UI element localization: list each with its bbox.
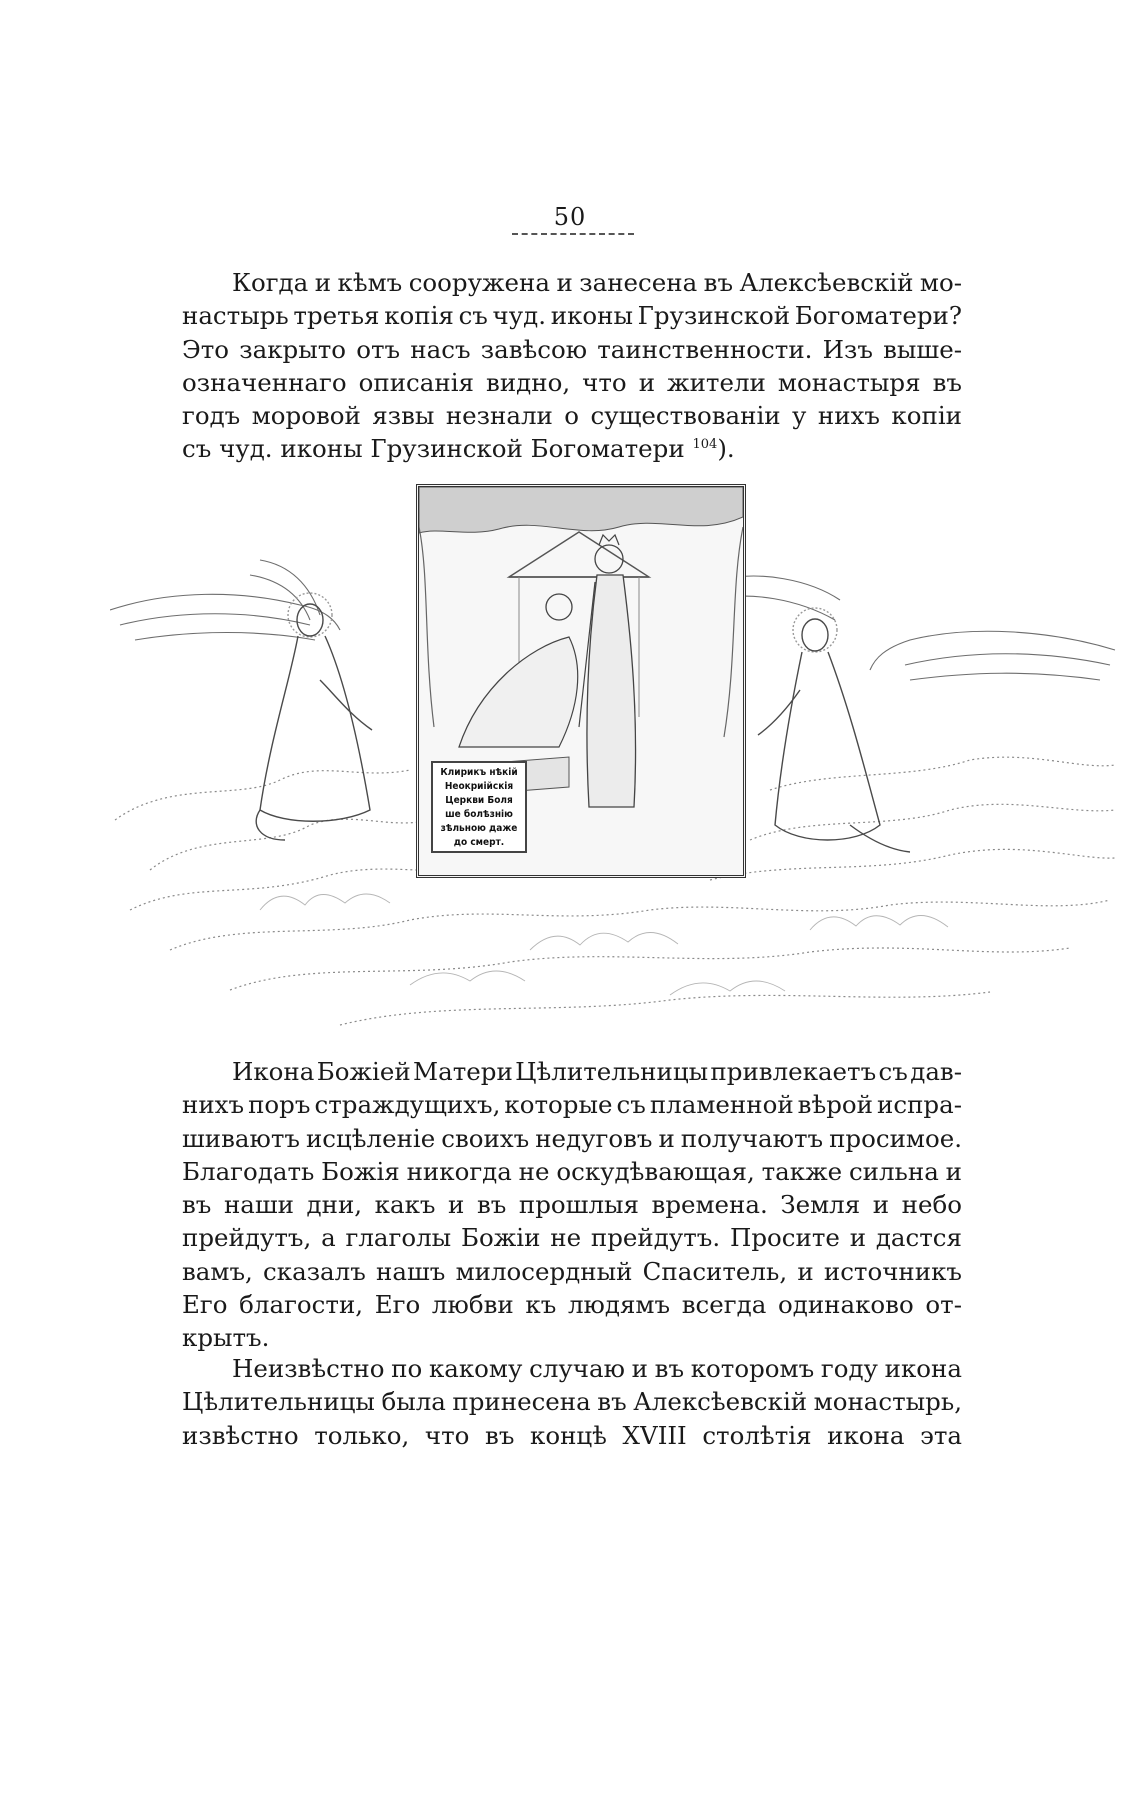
inscription-line: зѣльною даже	[440, 823, 518, 834]
footnote-reference: 104	[692, 437, 718, 453]
paragraph-2	[182, 1055, 962, 1355]
text-line: означеннаго описанія видно, что и жители монастыря въ	[182, 367, 962, 397]
text-line: Цѣлительницы была принесена въ Алексѣевскій монастырь,	[182, 1387, 962, 1417]
text-line: Его благости, Его любви къ людямъ всегда одинаково от-	[182, 1290, 962, 1320]
inscription-line: ше болѣзнію	[445, 809, 513, 820]
text-line: настырь третья копія съ чуд. иконы Грузинской Богоматери?	[182, 301, 962, 331]
paragraph-1	[182, 266, 962, 466]
text-line: Когда и кѣмъ сооружена и занесена въ Алексѣевскій мо-	[232, 268, 962, 297]
engraving-illustration	[110, 480, 1120, 1040]
page-number: 50	[553, 203, 587, 231]
inscription-line: Церкви Боля	[445, 795, 513, 806]
text-line: Икона Божіей Матери Цѣлительницы привлекаетъ съ дав-	[232, 1057, 962, 1086]
inscription-line: Неокриійскія	[444, 781, 514, 792]
text-line: годъ моровой язвы незнали о существованіи у нихъ копіи	[182, 401, 962, 431]
text-line-body: съ чуд. иконы Грузинской Богоматери	[182, 434, 685, 464]
text-line-tail: ).	[717, 434, 735, 464]
page-number-rule	[512, 233, 634, 235]
text-line: нихъ поръ страждущихъ, которые съ пламенной вѣрой испра-	[182, 1090, 962, 1120]
text-line: Неизвѣстно по какому случаю и въ которомъ году икона	[232, 1354, 962, 1383]
text-line: Благодать Божія никогда не оскудѣвающая, также сильна и	[182, 1156, 962, 1186]
text-line: въ наши дни, какъ и въ прошлыя времена. Земля и небо	[182, 1190, 962, 1220]
icon-frame	[416, 484, 746, 878]
text-line-last: крытъ.	[182, 1323, 270, 1353]
inscription-line: до смерт.	[453, 837, 505, 848]
text-line: Это закрыто отъ насъ завѣсою таинственности. Изъ выше-	[182, 334, 962, 364]
paragraph-3	[182, 1352, 962, 1452]
text-line: прейдутъ, а глаголы Божіи не прейдутъ. Просите и дастся	[182, 1223, 962, 1253]
text-line: вамъ, сказалъ нашъ милосердный Спаситель, и источникъ	[182, 1256, 962, 1286]
text-line: шиваютъ исцѣленіе своихъ недуговъ и получаютъ просимое.	[182, 1123, 962, 1153]
text-line-last	[182, 432, 962, 465]
icon-inscription	[431, 761, 527, 853]
text-line: извѣстно только, что въ концѣ XVIII столѣтія икона эта	[182, 1420, 962, 1450]
inscription-line: Клирикъ нѣкій	[440, 767, 518, 778]
